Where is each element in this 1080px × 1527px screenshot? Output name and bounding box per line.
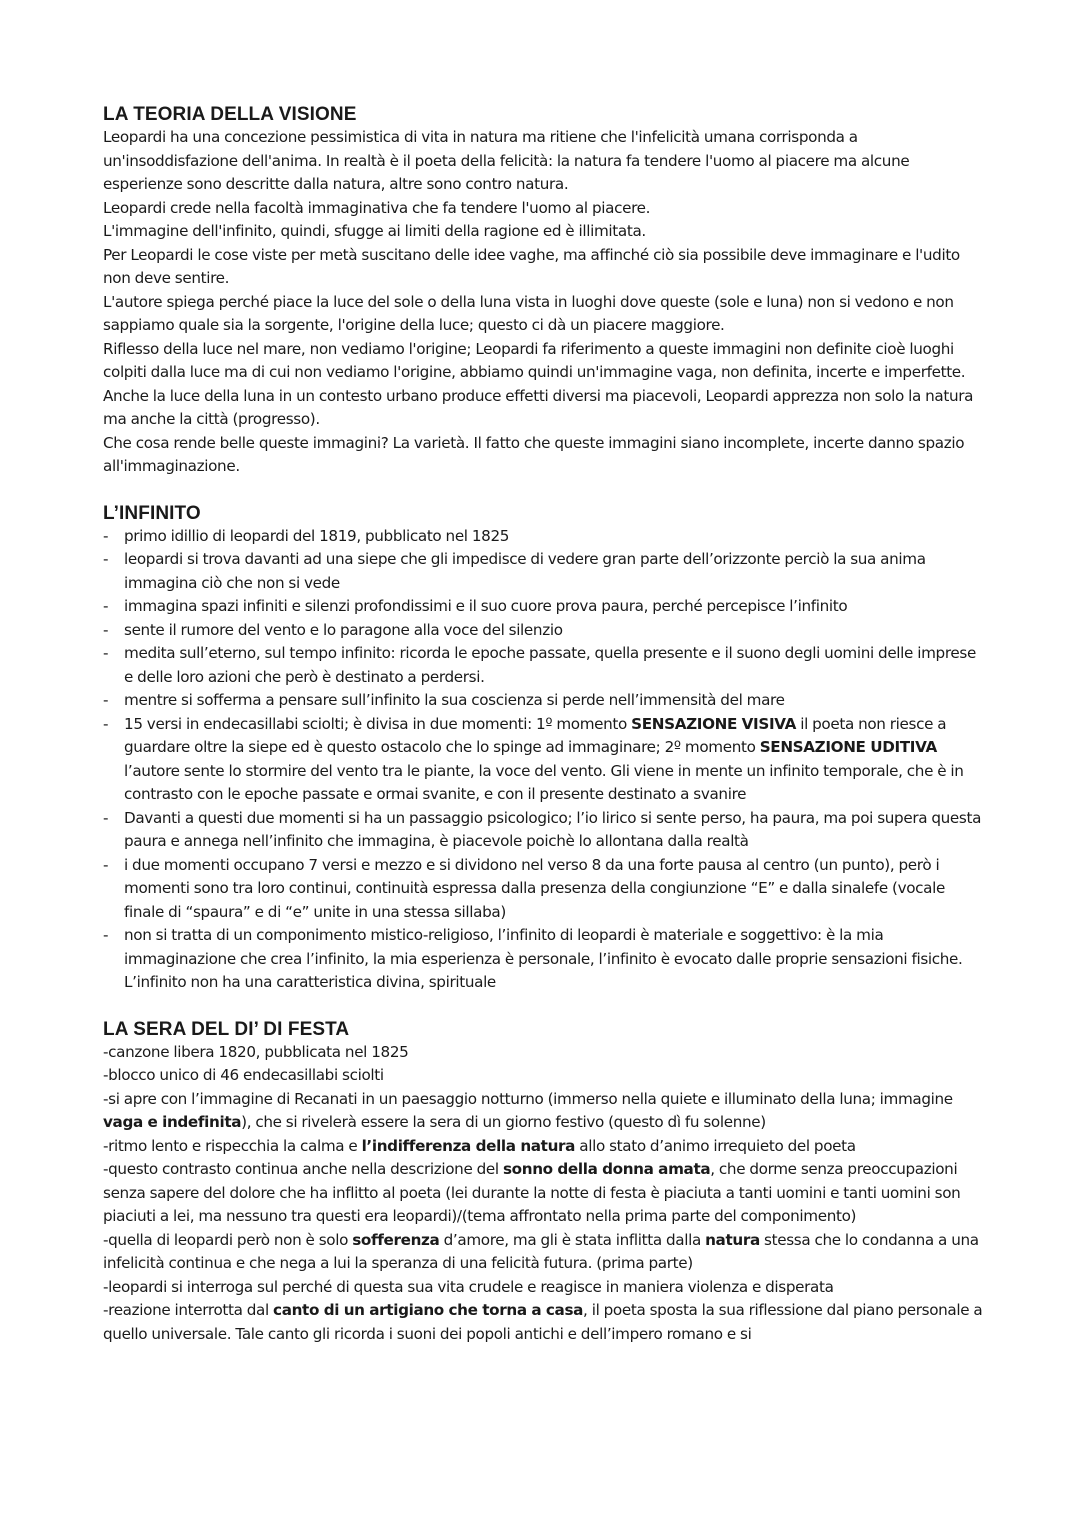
infinito-list xyxy=(103,525,983,995)
section-title-teoria: LA TEORIA DELLA VISIONE xyxy=(103,104,357,125)
teoria-paragraph: L'autore spiega perché piace la luce del sole o della luna vista in luoghi dove queste (sole e luna) non si vedono e non sappiamo quale sia la sorgente, l'origine della luce; questo ci dà un piacere maggiore. xyxy=(103,292,954,334)
list-item: - non si tratta di un componimento mistico-religioso, l’infinito di leopardi è materiale e soggettivo: è la mia immaginazione che crea l’infinito, la mia esperienza è personale, l’infinito è evocato dalle proprie sensazioni fisiche. L’infinito non ha una caratteristica divina, spirituale xyxy=(103,924,983,995)
text-run: allo stato d’animo irrequieto del poeta xyxy=(575,1136,856,1155)
bold-term: sonno della donna amata xyxy=(502,1160,711,1178)
text-run: , il poeta sposta la sua riflessione dal piano personale a quello universale. Tale canto gli ricorda i suoni dei popoli antichi e dell’impero romano e si xyxy=(103,1301,983,1343)
sera-line: -blocco unico di 46 endecasillabi sciolti xyxy=(103,1066,384,1084)
list-item: - sente il rumore del vento e lo paragone alla voce del silenzio xyxy=(103,619,983,643)
list-item: - immagina spazi infiniti e silenzi profondissimi e il suo cuore prova paura, perché percepisce l’infinito xyxy=(103,595,983,619)
text-run: ), che si rivelerà essere la sera di un giorno festivo (questo dì fu solenne) xyxy=(241,1113,766,1131)
teoria-paragraph: Leopardi ha una concezione pessimistica di vita in natura ma ritiene che l'infelicità umana corrisponda a un'insoddisfazione dell'anima. In realtà è il poeta della felicità: la natura fa tendere l'uomo al piacere ma alcune esperienze sono descritte dalla natura, altre sono contro natura. xyxy=(103,128,910,193)
list-item: - primo idillio di leopardi del 1819, pubblicato nel 1825 xyxy=(103,525,983,549)
text-run: 15 versi in endecasillabi sciolti; è divisa in due momenti: 1º momento xyxy=(124,714,632,733)
teoria-paragraph: Anche la luce della luna in un contesto urbano produce effetti diversi ma piacevoli, Leopardi apprezza non solo la natura ma anche la città (progresso). xyxy=(103,386,974,428)
section-title-infinito: L’INFINITO xyxy=(103,502,201,524)
bold-term: SENSAZIONE VISIVA xyxy=(631,714,797,733)
text-run: -questo contrasto continua anche nella descrizione del xyxy=(103,1160,503,1178)
text-run: -ritmo lento e rispecchia la calma e xyxy=(103,1136,362,1155)
sera-line xyxy=(103,1135,983,1159)
sera-line xyxy=(103,1088,983,1135)
section-spacer xyxy=(103,479,983,503)
bold-term: sofferenza xyxy=(352,1230,440,1249)
text-run: stessa che lo condanna a una infelicità continua e che nega a lui la speranza di una felicità futura. (prima parte) xyxy=(103,1230,979,1272)
list-item: - medita sull’eterno, sul tempo infinito: ricorda le epoche passate, quella presente e il suono degli uomini delle imprese e delle loro azioni che però è destinato a perdersi. xyxy=(103,642,983,689)
text-run: il poeta non riesce a guardare oltre la siepe ed è questo ostacolo che lo spinge ad immaginare; 2º momento xyxy=(124,714,947,756)
document-page xyxy=(103,104,983,1346)
list-item: - leopardi si trova davanti ad una siepe che gli impedisce di vedere gran parte dell’orizzonte perciò la sua anima immagina ciò che non si vede xyxy=(103,548,983,595)
text-run: -reazione interrotta dal xyxy=(103,1301,274,1319)
bold-term: l’indifferenza della natura xyxy=(361,1136,576,1155)
sera-line: -leopardi si interroga sul perché di questa sua vita crudele e reagisce in maniera violenza e disperata xyxy=(103,1277,834,1296)
text-run: d’amore, ma gli è stata inflitta dalla xyxy=(439,1230,706,1249)
bold-term: vaga e indefinita xyxy=(103,1113,242,1131)
section-title-sera: LA SERA DEL DI’ DI FESTA xyxy=(103,1018,350,1040)
list-item xyxy=(103,713,983,807)
text-run: l’autore sente lo stormire del vento tra le piante, la voce del vento. Gli viene in mente un infinito temporale, che è in contrasto con le epoche passate e ormai svanite, e con il presente destinato a svanire xyxy=(124,761,964,803)
text-run: -si apre con l’immagine di Recanati in un paesaggio notturno (immerso nella quiete e illuminato della luna; immagine xyxy=(103,1089,953,1108)
section-spacer xyxy=(103,995,983,1019)
sera-line xyxy=(103,1229,983,1276)
list-item: - i due momenti occupano 7 versi e mezzo e si dividono nel verso 8 da una forte pausa al centro (un punto), però i momenti sono tra loro continui, continuità espressa dalla presenza della congiunzione “E” e dalla sinalefe (vocale finale di “spaura” e di “e” unite in una stessa sillaba) xyxy=(103,854,983,925)
text-run: -quella di leopardi però non è solo xyxy=(103,1230,353,1249)
bold-term: SENSAZIONE UDITIVA xyxy=(759,738,937,756)
teoria-paragraph: L'immagine dell'infinito, quindi, sfugge ai limiti della ragione ed è illimitata. xyxy=(103,222,646,240)
list-item: - Davanti a questi due momenti si ha un passaggio psicologico; l’io lirico si sente perso, ha paura, ma poi supera questa paura e annega nell’infinito che immagina, è piacevole poichè lo allontana dalla realtà xyxy=(103,807,983,854)
teoria-paragraph: Leopardi crede nella facoltà immaginativa che fa tendere l'uomo al piacere. xyxy=(103,198,651,217)
teoria-paragraph: Riflesso della luce nel mare, non vediamo l'origine; Leopardi fa riferimento a queste immagini non definite cioè luoghi colpiti dalla luce ma di cui non vediamo l'origine, abbiamo quindi un'immagine vaga, non definita, incerte e imperfette. xyxy=(103,339,966,381)
list-item: - mentre si sofferma a pensare sull’infinito la sua coscienza si perde nell’immensità del mare xyxy=(103,689,983,713)
teoria-paragraph: Per Leopardi le cose viste per metà suscitano delle idee vaghe, ma affinché ciò sia possibile deve immaginare e l'udito non deve sentire. xyxy=(103,245,960,287)
bold-term: natura xyxy=(705,1230,760,1249)
bold-term: canto di un artigiano che torna a casa xyxy=(273,1301,584,1319)
teoria-paragraph: Che cosa rende belle queste immagini? La varietà. Il fatto che queste immagini siano incomplete, incerte danno spazio all'immaginazione. xyxy=(103,433,965,475)
sera-line: -canzone libera 1820, pubblicata nel 1825 xyxy=(103,1042,409,1061)
sera-line xyxy=(103,1158,983,1229)
sera-line xyxy=(103,1299,983,1346)
text-run: , che dorme senza preoccupazioni senza sapere del dolore che ha inflitto al poeta (lei durante la notte di festa è piaciuta a tanti uomini e tanti uomini son piaciuti a lei, ma nessuno tra questi era leopardi)/(tema affrontato nella prima parte del componimento) xyxy=(103,1160,961,1225)
